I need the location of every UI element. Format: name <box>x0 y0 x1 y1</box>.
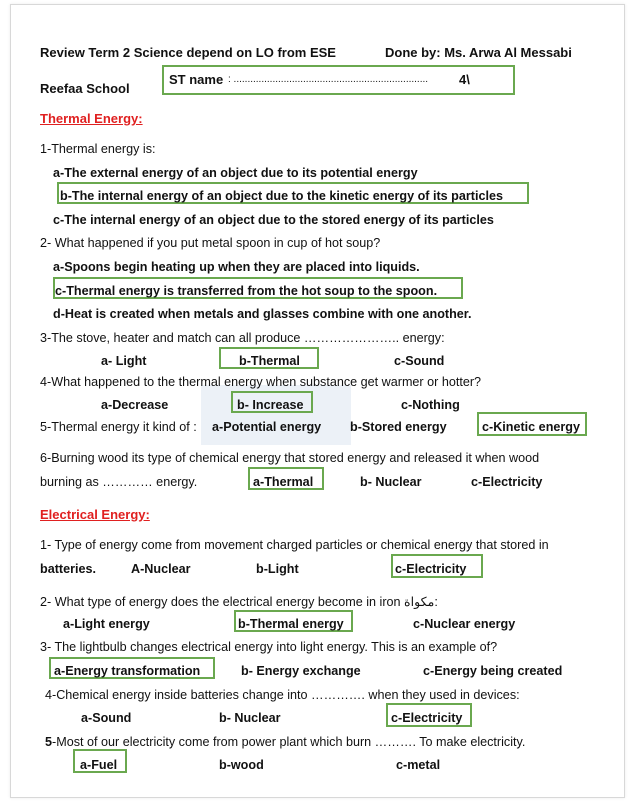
thermal-q4-option-c: c-Nothing <box>401 398 460 412</box>
thermal-q2-option-a: a-Spoons begin heating up when they are placed into liquids. <box>53 260 420 274</box>
thermal-q2: 2- What happened if you put metal spoon in cup of hot soup? <box>40 236 381 250</box>
electrical-q4-option-b: b- Nuclear <box>219 711 281 725</box>
thermal-q6-line2: burning as ………… energy. <box>40 475 198 489</box>
electrical-q3: 3- The lightbulb changes electrical energy into light energy. This is an example of? <box>40 640 498 654</box>
electrical-q1-option-b: b-Light <box>256 562 299 576</box>
electrical-q1-line1: 1- Type of energy come from movement charged particles or chemical energy that stored in <box>40 538 549 552</box>
electrical-q5: -Most of our electricity come from power plant which burn ………. To make electricity. <box>52 735 526 749</box>
electrical-q5-option-a: a-Fuel <box>80 758 118 772</box>
thermal-q5-option-b: b-Stored energy <box>350 420 447 434</box>
thermal-q2-option-d: d-Heat is created when metals and glasses combine with one another. <box>53 307 472 321</box>
electrical-q5-option-c: c-metal <box>396 758 441 772</box>
thermal-q5-option-a: a-Potential energy <box>212 420 322 434</box>
electrical-q4-option-a: a-Sound <box>81 711 132 725</box>
thermal-q6-line1: 6-Burning wood its type of chemical energy that stored energy and released it when wood <box>40 451 540 465</box>
thermal-q1-option-b: b-The internal energy of an object due to the kinetic energy of its particles <box>60 189 503 203</box>
worksheet-page <box>10 4 625 798</box>
electrical-q1-line2: batteries. <box>40 562 96 576</box>
electrical-q3-option-a: a-Energy transformation <box>54 664 201 678</box>
thermal-q6-option-b: b- Nuclear <box>360 475 422 489</box>
thermal-q4: 4-What happened to the thermal energy when substance get warmer or hotter? <box>40 375 482 389</box>
electrical-q5-option-b: b-wood <box>219 758 264 772</box>
thermal-q1-option-a: a-The external energy of an object due to its potential energy <box>53 166 418 180</box>
electrical-q2-option-b: b-Thermal energy <box>238 617 344 631</box>
author-credit: Done by: Ms. Arwa Al Messabi <box>385 45 572 60</box>
thermal-q3: 3-The stove, heater and match can all produce ………………….. energy: <box>40 331 445 345</box>
thermal-q4-option-b: b- Increase <box>237 398 304 412</box>
thermal-q4-option-a: a-Decrease <box>101 398 169 412</box>
thermal-q3-option-c: c-Sound <box>394 354 445 368</box>
electrical-q2-option-a: a-Light energy <box>63 617 150 631</box>
thermal-q6-option-c: c-Electricity <box>471 475 543 489</box>
student-name-label: ST name <box>169 72 224 87</box>
electrical-q2: 2- What type of energy does the electrical energy become in iron مكواة: <box>40 595 438 609</box>
student-name-dots: : ...................................................................... <box>228 74 429 85</box>
electrical-q4: 4-Chemical energy inside batteries change into …………. when they used in devices: <box>45 688 520 702</box>
electrical-q2-option-c: c-Nuclear energy <box>413 617 516 631</box>
school-name: Reefaa School <box>40 81 130 96</box>
grade-label: 4\ <box>459 72 470 87</box>
thermal-q3-option-a: a- Light <box>101 354 147 368</box>
electrical-q1-option-a: A-Nuclear <box>131 562 191 576</box>
thermal-q1-option-c: c-The internal energy of an object due to the stored energy of its particles <box>53 213 494 227</box>
electrical-q3-option-b: b- Energy exchange <box>241 664 361 678</box>
worksheet-title: Review Term 2 Science depend on LO from ESE <box>40 45 336 60</box>
thermal-q5: 5-Thermal energy it kind of : <box>40 420 197 434</box>
thermal-q3-option-b: b-Thermal <box>239 354 300 368</box>
thermal-heading: Thermal Energy: <box>40 111 143 126</box>
thermal-q5-option-c: c-Kinetic energy <box>482 420 580 434</box>
electrical-q4-option-c: c-Electricity <box>391 711 463 725</box>
thermal-q2-option-c: c-Thermal energy is transferred from the hot soup to the spoon. <box>55 284 438 298</box>
thermal-q1: 1-Thermal energy is: <box>40 142 156 156</box>
thermal-q6-option-a: a-Thermal <box>253 475 314 489</box>
electrical-q3-option-c: c-Energy being created <box>423 664 563 678</box>
electrical-q5-number: 5 <box>45 735 53 749</box>
electrical-q1-option-c: c-Electricity <box>395 562 467 576</box>
electrical-heading: Electrical Energy: <box>40 507 150 522</box>
